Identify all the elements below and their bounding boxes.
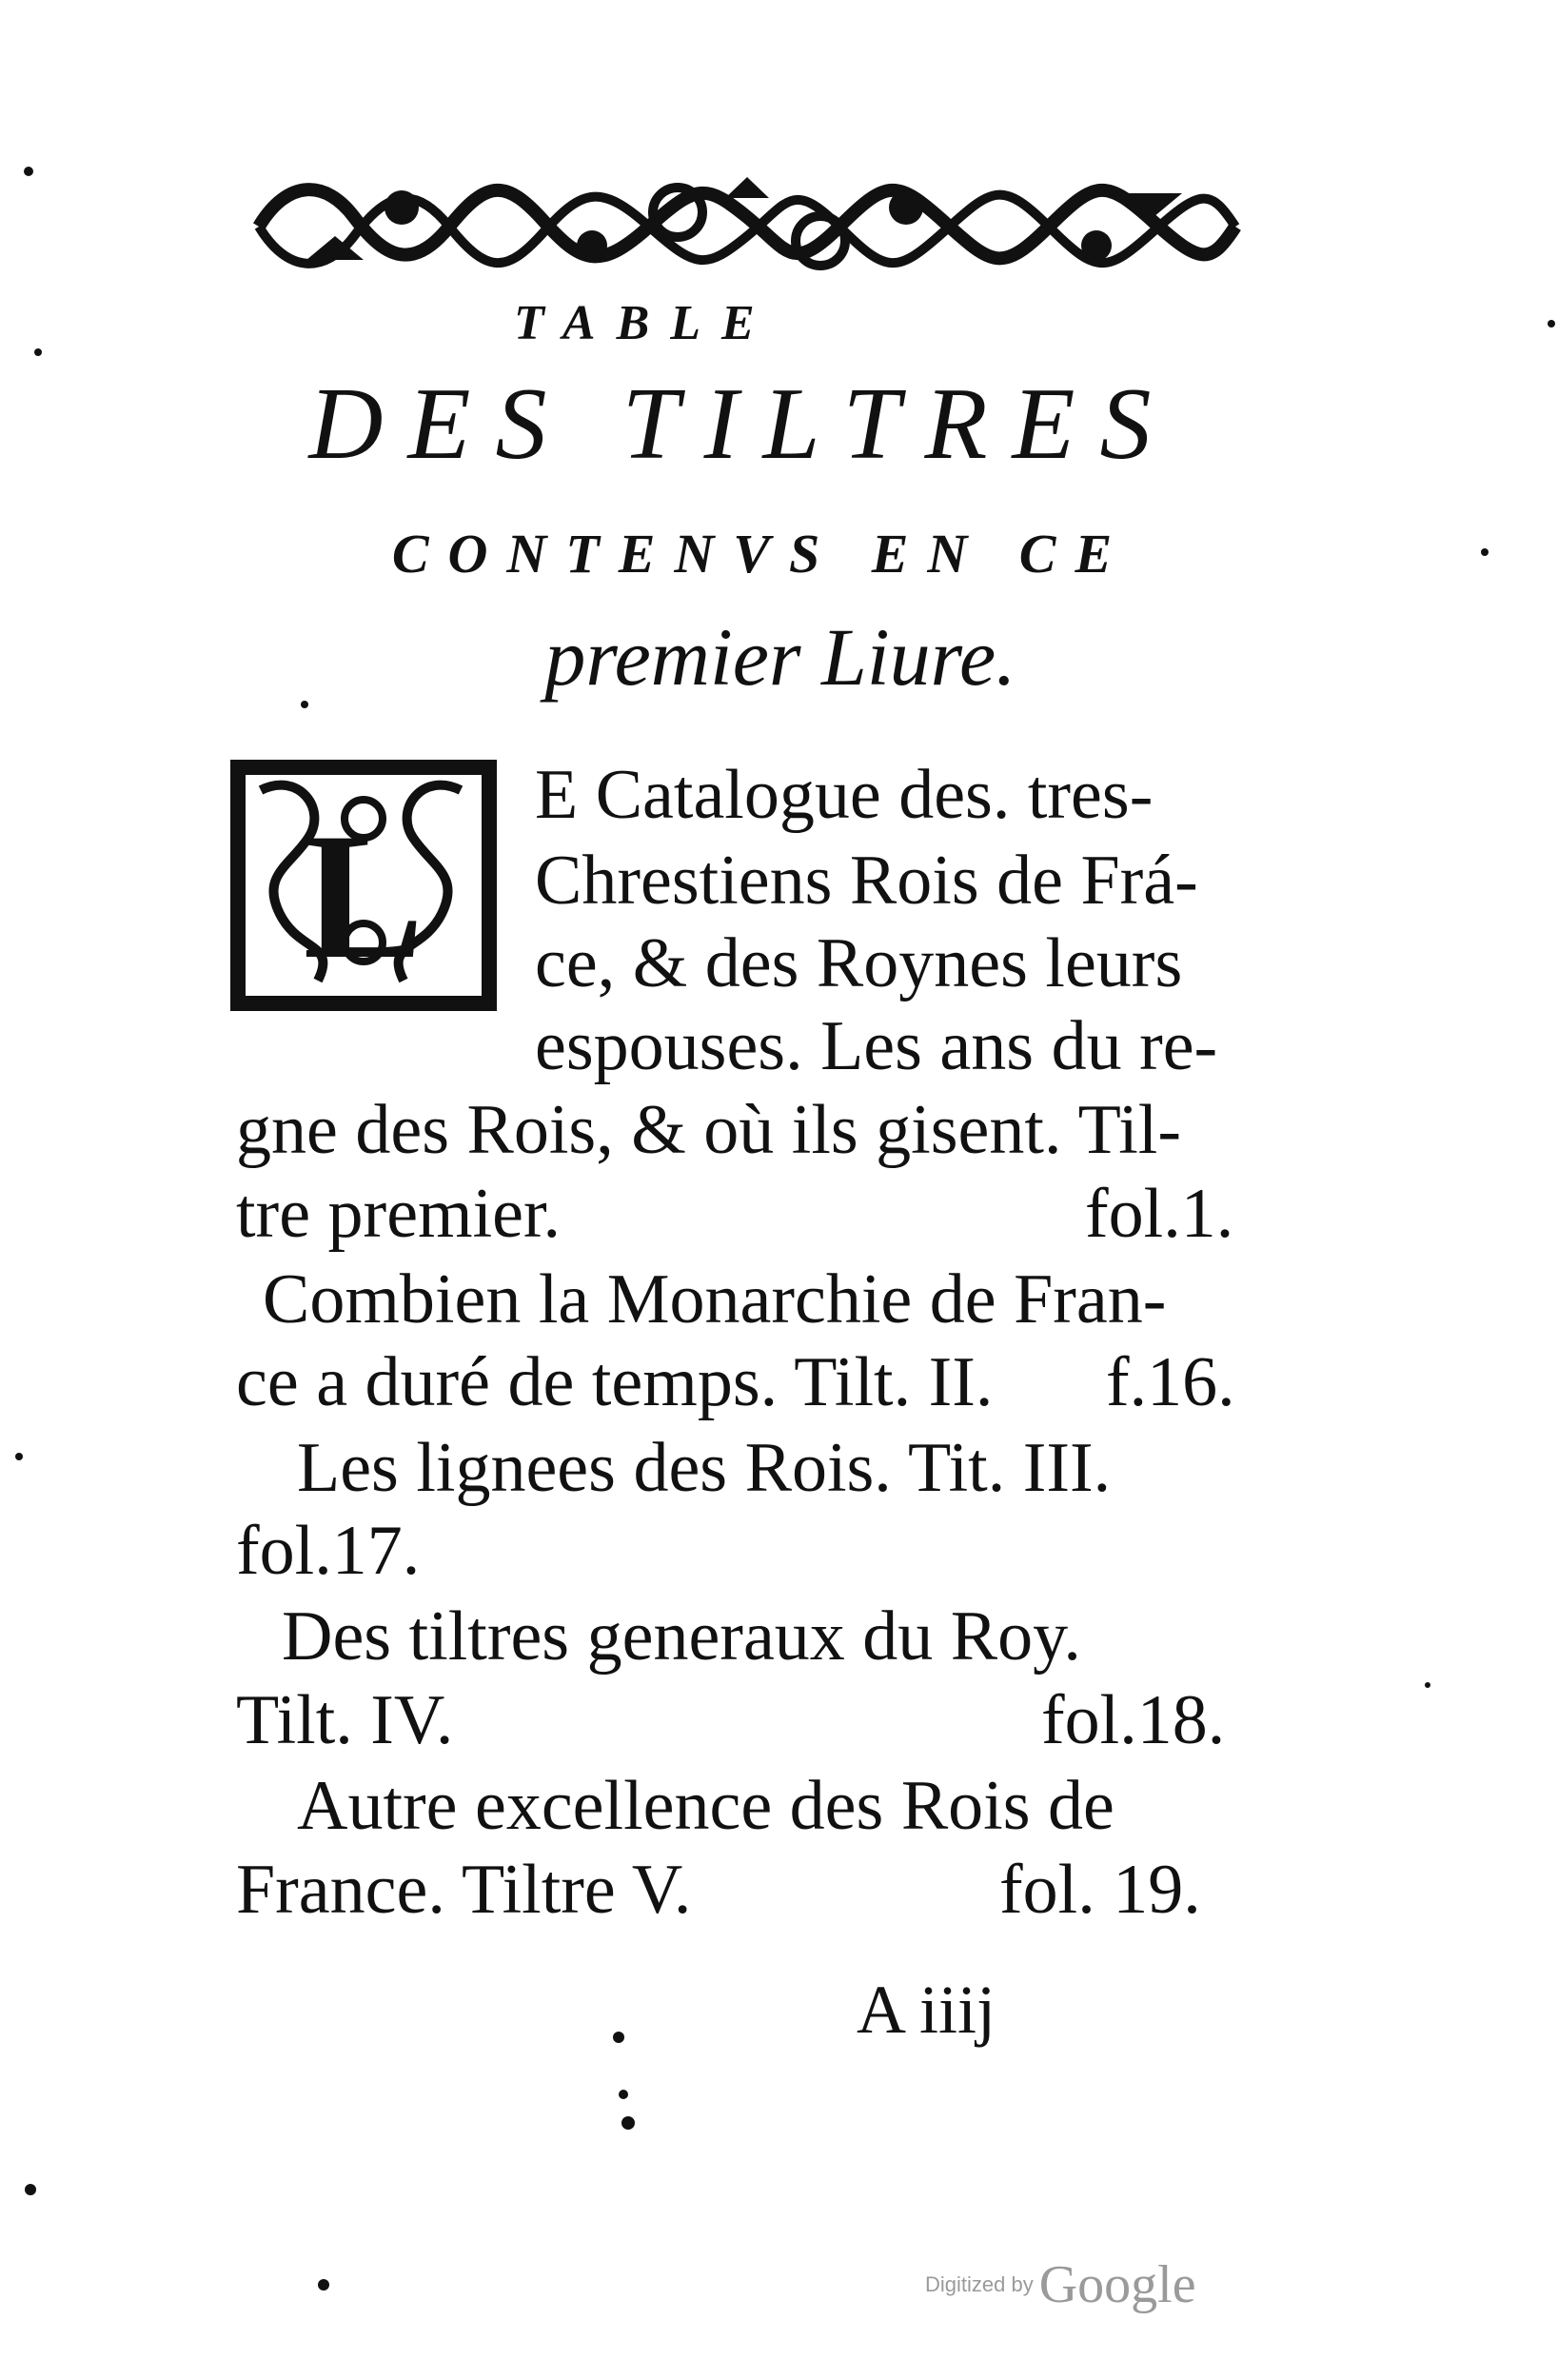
folio-ref: fol. 19. [999,1851,1201,1929]
entry-line: Chrestiens Rois de Frá- [535,842,1198,920]
entry-line: Des tiltres generaux du Roy. [282,1597,1081,1676]
title-des-tiltres: DES TILTRES [308,367,1176,481]
entry-line: Tilt. IV. [236,1681,454,1759]
watermark-small-text: Digitized by [925,2272,1034,2296]
title-table: TABLE [514,296,776,350]
signature-mark: A iiij [857,1972,996,2048]
entry-line: tre premier. [236,1175,562,1253]
entry-line: Autre excellence des Rois de [297,1767,1114,1845]
entry-line: ce, & des Roynes leurs [535,924,1183,1002]
watermark-logo-text: Google [1038,2255,1196,2314]
entry-line: ce a duré de temps. Tilt. II. [236,1343,994,1421]
entry-line: espouses. Les ans du re- [535,1007,1218,1085]
title-contenus: CONTENVS EN CE [391,523,1132,585]
folio-ref: fol.18. [1041,1681,1226,1759]
entry-line: Les lignees des Rois. Tit. III. [297,1429,1112,1507]
folio-ref: f.16. [1106,1343,1235,1421]
entry-line: France. Tiltre V. [236,1851,692,1929]
entry-line: E Catalogue des. tres- [535,756,1154,834]
title-premier-liure: premier Liure. [544,611,1016,703]
folio-ref: fol.1. [1085,1175,1234,1253]
entry-line: Combien la Monarchie de Fran- [263,1260,1167,1339]
entry-line: gne des Rois, & où ils gisent. Til- [236,1091,1181,1169]
entry-line: fol.17. [236,1512,421,1590]
initial-letter: L [303,797,424,997]
